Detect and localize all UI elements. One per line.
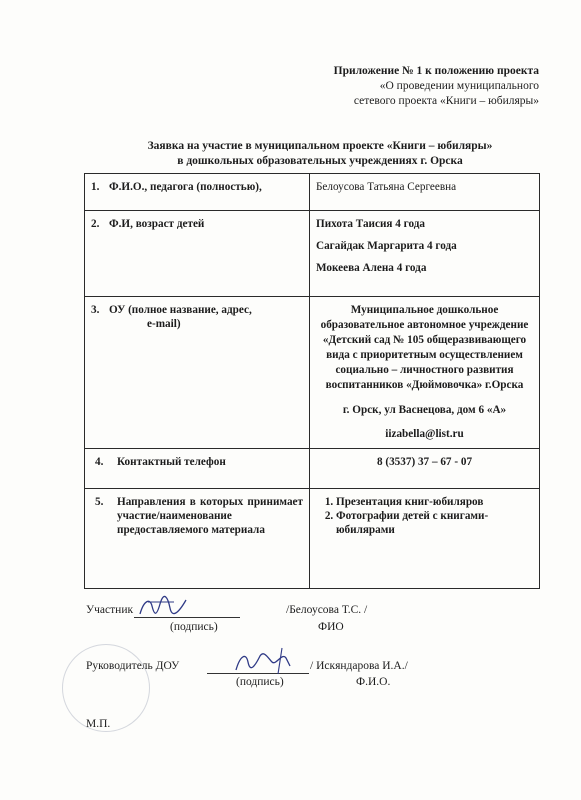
- child-entry: Мокеева Алена 4 года: [316, 262, 427, 274]
- label-text: Ф.И.О., педагога (полностью),: [109, 181, 262, 193]
- appendix-line-2: «О проведении муниципального: [379, 80, 539, 92]
- participant-label: Участник: [86, 604, 134, 616]
- director-name-hint: Ф.И.О.: [356, 676, 391, 688]
- label-text: ОУ (полное название, адрес,: [109, 304, 252, 316]
- label-text: Ф.И, возраст детей: [109, 218, 205, 230]
- row-3-label: [85, 297, 310, 449]
- participant-signature: [134, 592, 194, 622]
- title-line-1: Заявка на участие в муниципальном проекте «Книги – юбиляры»: [147, 140, 493, 152]
- teacher-name: Белоусова Татьяна Сергеевна: [316, 181, 457, 193]
- list-item: 1. Презентация книг-юбиляров: [336, 495, 533, 509]
- table-row: [85, 211, 540, 297]
- materials-list: [316, 495, 533, 537]
- row-1-label: [85, 174, 310, 211]
- appendix-line-1: Приложение № 1 к положению проекта: [333, 65, 539, 77]
- organization-email: iizabella@list.ru: [385, 428, 464, 440]
- organization-name: Муниципальное дошкольное образовательное автономное учреждение «Детский сад № 105 общеразвивающего вида с приоритетным осуществлением социально – личностного развития воспитанников «Дюймовочка» г.Орска: [320, 304, 529, 391]
- application-table: [84, 173, 540, 589]
- row-number: 5.: [95, 496, 104, 508]
- organization-address: г. Орск, ул Васнецова, дом 6 «А»: [342, 404, 507, 416]
- table-row: [85, 489, 540, 589]
- director-label: Руководитель ДОУ: [86, 660, 180, 672]
- row-number: 1.: [91, 181, 100, 193]
- label-text: Направления в которых принимает участие/наименование предоставляемого материала: [117, 496, 303, 536]
- row-4-value: [310, 449, 540, 489]
- title-line-2: в дошкольных образовательных учреждениях г. Орска: [177, 155, 463, 167]
- phone-number: 8 (3537) 37 – 67 - 07: [376, 456, 473, 468]
- director-name: / Искяндарова И.А./: [310, 660, 408, 672]
- document-title: [60, 139, 580, 169]
- row-1-value: [310, 174, 540, 211]
- row-3-value: [310, 297, 540, 449]
- label-text: Контактный телефон: [117, 456, 226, 468]
- row-2-value: [310, 211, 540, 297]
- list-item: 2. Фотографии детей с книгами-юбилярами: [336, 509, 533, 537]
- appendix-header: [334, 64, 539, 109]
- participant-name: /Белоусова Т.С. /: [286, 604, 368, 616]
- table-row: [85, 297, 540, 449]
- child-entry: Пихота Таисия 4 года: [316, 218, 425, 230]
- row-number: 2.: [91, 218, 100, 230]
- row-4-label: [85, 449, 310, 489]
- participant-signature-hint: (подпись): [170, 621, 218, 633]
- child-entry: Сагайдак Маргарита 4 года: [316, 240, 457, 252]
- row-5-value: [310, 489, 540, 589]
- seal-label: М.П.: [86, 718, 111, 730]
- participant-name-hint: ФИО: [318, 621, 344, 633]
- row-number: 4.: [95, 456, 104, 468]
- appendix-line-3: сетевого проекта «Книги – юбиляры»: [353, 95, 539, 107]
- label-text-continued: e-mail): [147, 318, 181, 330]
- table-row: [85, 174, 540, 211]
- row-5-label: [85, 489, 310, 589]
- director-signature-hint: (подпись): [236, 676, 284, 688]
- table-row: [85, 449, 540, 489]
- row-2-label: [85, 211, 310, 297]
- director-signature: [232, 646, 312, 676]
- row-number: 3.: [91, 304, 100, 316]
